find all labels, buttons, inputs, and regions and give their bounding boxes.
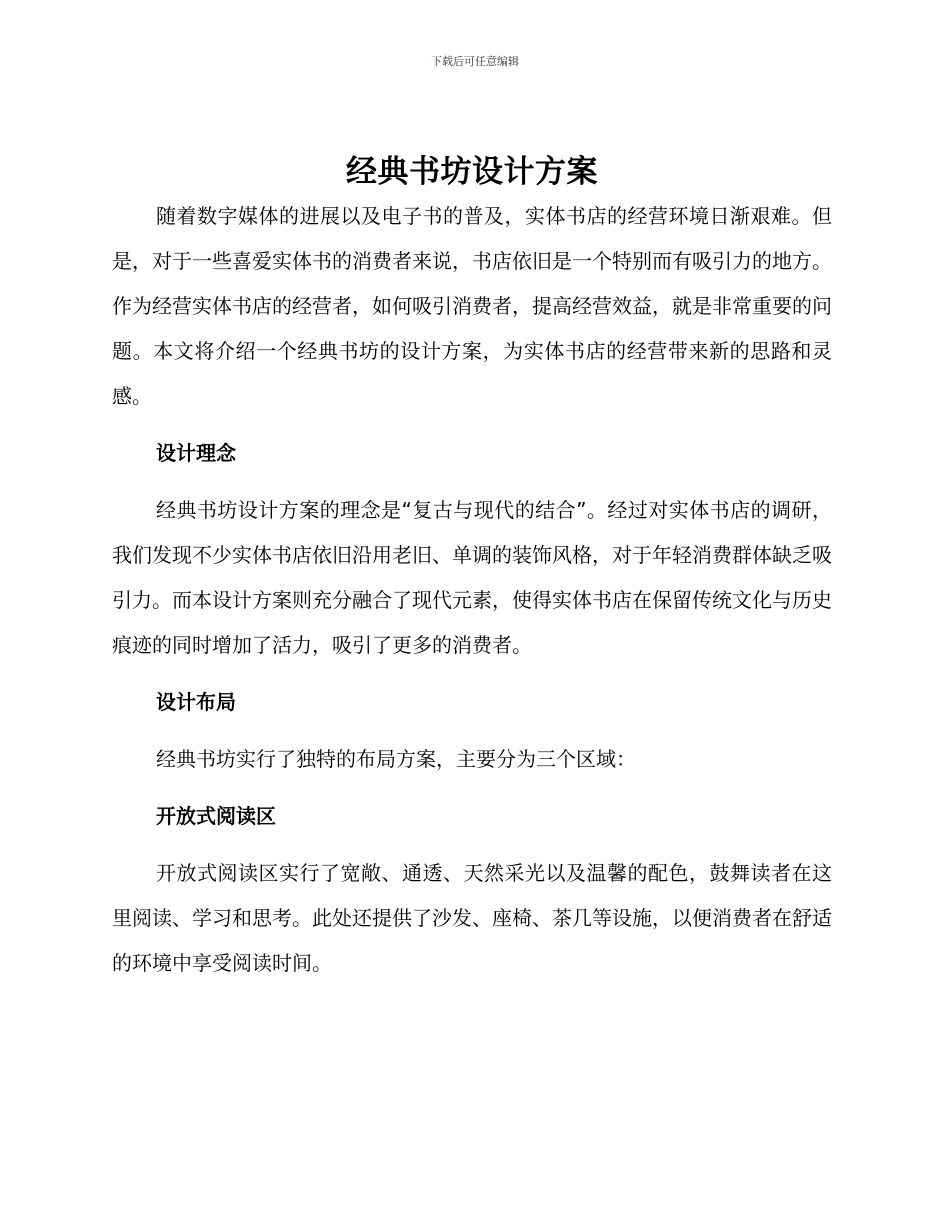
section-paragraph-design-concept: 经典书坊设计方案的理念是“复古与现代的结合”。经过对实体书店的调研，我们发现不少实体书店依旧沿用老旧、单调的装饰风格，对于年轻消费群体缺乏吸引力。而本设计方案则充分融合了现代元素，使得实体书店在保留传统文化与历史痕迹的同时增加了活力，吸引了更多的消费者。 — [112, 498, 832, 657]
spacer — [112, 725, 832, 737]
intro-paragraph: 随着数字媒体的进展以及电子书的普及，实体书店的经营环境日渐艰难。但是，对于一些喜爱实体书的消费者来说，书店依旧是一个特别而有吸引力的地方。作为经营实体书店的经营者，如何吸引消费者，提高经营效益，就是非常重要的问题。本文将介绍一个经典书坊的设计方案，为实体书店的经营带来新的思路和灵感。 — [112, 204, 832, 408]
spacer — [112, 782, 832, 794]
section-paragraph-open-reading-area: 开放式阅读区实行了宽敞、通透、天然采光以及温馨的配色，鼓舞读者在这里阅读、学习和思考。此处还提供了沙发、座椅、茶几等设施，以便消费者在舒适的环境中享受阅读时间。 — [112, 861, 832, 975]
page-header-note: 下载后可任意编辑 — [431, 55, 519, 68]
section-heading-design-concept: 设计理念 — [156, 441, 236, 465]
spacer — [112, 839, 832, 851]
spacer — [112, 419, 832, 431]
section-paragraph-design-layout: 经典书坊实行了独特的布局方案，主要分为三个区域： — [156, 747, 636, 771]
section-heading-open-reading-area: 开放式阅读区 — [156, 804, 276, 828]
section-heading-design-layout: 设计布局 — [156, 690, 236, 714]
spacer — [112, 476, 832, 488]
spacer — [112, 668, 832, 680]
document-title: 经典书坊设计方案 — [346, 154, 598, 190]
document-body — [112, 150, 832, 986]
